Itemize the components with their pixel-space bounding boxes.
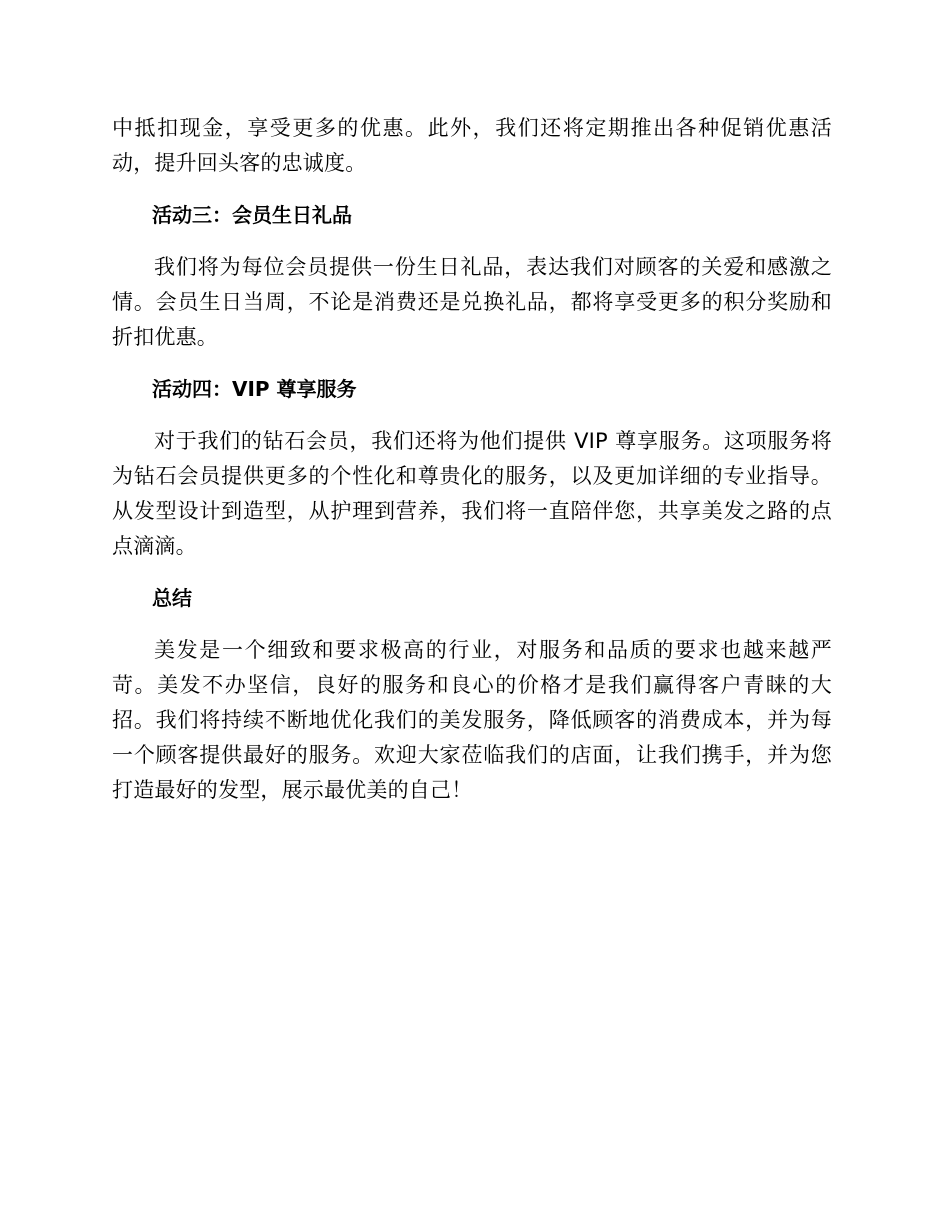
document-body bbox=[112, 111, 832, 808]
section-heading-activity-three: 活动三：会员生日礼品 bbox=[152, 203, 352, 227]
section-heading-summary: 总结 bbox=[152, 586, 192, 610]
paragraph-birthday-gift: 我们将为每位会员提供一份生日礼品，表达我们对顾客的关爱和感激之情。会员生日当周，不论是消费还是兑换礼品，都将享受更多的积分奖励和折扣优惠。 bbox=[112, 255, 832, 349]
paragraph-summary: 美发是一个细致和要求极高的行业，对服务和品质的要求也越来越严苛。美发不办坚信，良好的服务和良心的价格才是我们赢得客户青睐的大招。我们将持续不断地优化我们的美发服务，降低顾客的消费成本，并为每一个顾客提供最好的服务。欢迎大家莅临我们的店面，让我们携手，并为您打造最好的发型，展示最优美的自己！ bbox=[112, 638, 832, 802]
section-heading-activity-four: 活动四：VIP 尊享服务 bbox=[152, 377, 357, 401]
paragraph-continued: 中抵扣现金，享受更多的优惠。此外，我们还将定期推出各种促销优惠活动，提升回头客的忠诚度。 bbox=[112, 116, 832, 175]
paragraph-vip-service: 对于我们的钻石会员，我们还将为他们提供 VIP 尊享服务。这项服务将为钻石会员提供更多的个性化和尊贵化的服务，以及更加详细的专业指导。从发型设计到造型，从护理到营养，我们将一直陪伴您，共享美发之路的点点滴滴。 bbox=[112, 429, 832, 558]
